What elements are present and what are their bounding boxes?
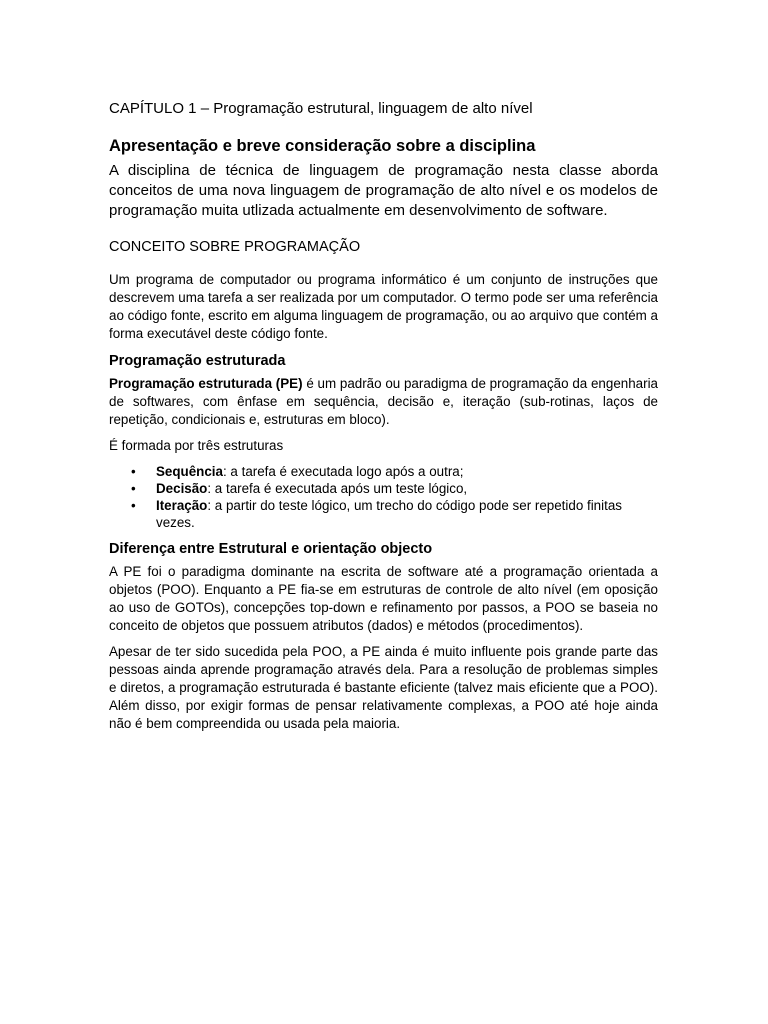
chapter-title: CAPÍTULO 1 – Programação estrutural, linguagem de alto nível xyxy=(109,100,533,117)
list-item-desc: : a tarefa é executada logo após a outra; xyxy=(222,464,464,479)
list-item-desc: : a tarefa é executada após um teste lógico, xyxy=(207,481,468,496)
list-item-term: Iteração xyxy=(156,498,208,513)
heading-structured-programming: Programação estruturada xyxy=(109,353,286,369)
structures-list xyxy=(109,463,658,531)
list-item-desc: : a partir do teste lógico, um trecho do código pode ser repetido finitas vezes. xyxy=(156,498,622,530)
difference-paragraph-1: A PE foi o paradigma dominante na escrita de software até a programação orientada a objetos (POO). Enquanto a PE fia-se em estruturas de controle de alto nível (em oposição ao uso de GOTOs), concepções top-down e refinamento por passos, a POO se baseia no conceito de objetos que possuem atributos (dados) e métodos (procedimentos). xyxy=(109,564,658,633)
structured-programming-paragraph xyxy=(109,375,658,429)
main-heading: Apresentação e breve consideração sobre a disciplina xyxy=(109,137,536,155)
list-item-iteration xyxy=(109,497,658,531)
difference-paragraph-2: Apesar de ter sido sucedida pela POO, a PE ainda é muito influente pois grande parte das pessoas ainda aprende programação através dela. Para a resolução de problemas simples e diretos, a programação estruturada é bastante eficiente (talvez mais eficiente que a POO). Além disso, por exigir formas de pensar relativamente complexas, a POO até hoje ainda não é bem compreendida ou usada pela maioria. xyxy=(109,644,658,731)
heading-difference: Diferença entre Estrutural e orientação objecto xyxy=(109,541,433,557)
bullet-icon: • xyxy=(131,498,136,513)
list-item-decision xyxy=(109,480,658,497)
bullet-icon: • xyxy=(131,481,136,496)
program-definition-paragraph: Um programa de computador ou programa informático é um conjunto de instruções que descrevem uma tarefa a ser realizada por um computador. O termo pode ser uma referência ao código fonte, escrito em alguma linguagem de programação, ou ao arquivo que contém a forma executável deste código fonte. xyxy=(109,272,658,341)
bullet-icon: • xyxy=(131,464,136,479)
list-item-term: Decisão xyxy=(156,481,208,496)
list-item-sequence xyxy=(109,463,658,480)
pe-definition-text: é um padrão ou paradigma de programação da engenharia de softwares, com ênfase em sequência, decisão e, iteração (sub-rotinas, laços de repetição, condicionais e, estruturas em bloco). xyxy=(109,376,658,427)
lead-paragraph: A disciplina de técnica de linguagem de programação nesta classe aborda conceitos de uma nova linguagem de programação de alto nível e os modelos de programação muita utlizada actualmente em desenvolvimento de software. xyxy=(109,162,658,219)
structures-intro: É formada por três estruturas xyxy=(109,438,284,453)
section-heading-concept: CONCEITO SOBRE PROGRAMAÇÃO xyxy=(109,239,361,255)
pe-term-bold: Programação estruturada (PE) xyxy=(109,376,303,391)
list-item-term: Sequência xyxy=(156,464,223,479)
document-body xyxy=(109,99,658,741)
